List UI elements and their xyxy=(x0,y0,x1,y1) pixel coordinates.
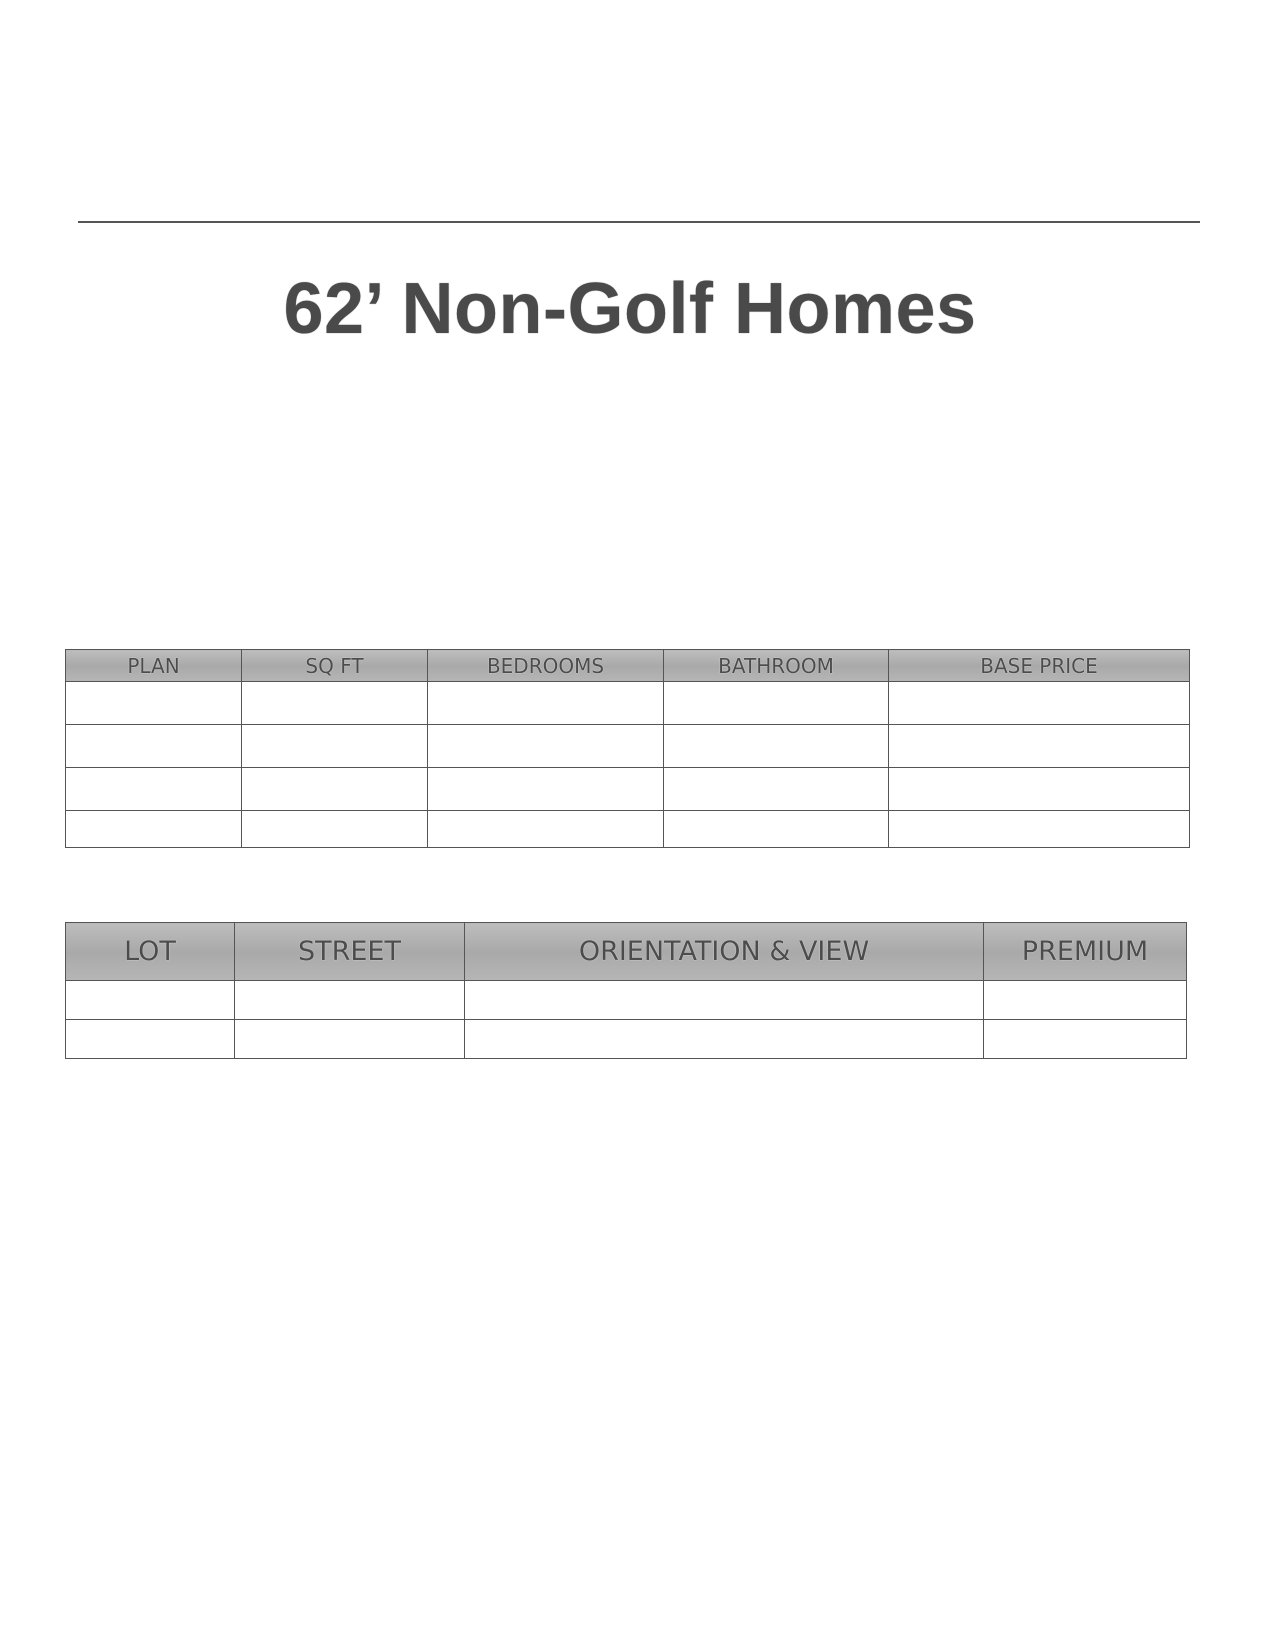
table-row xyxy=(66,1020,1187,1059)
plans-table xyxy=(65,649,1190,848)
lots-header-row xyxy=(66,923,1187,981)
column-header-orientation-view: ORIENTATION & VIEW xyxy=(465,923,984,981)
column-header-sq-ft: SQ FT xyxy=(242,650,428,682)
table-cell xyxy=(465,981,984,1020)
table-cell xyxy=(66,981,235,1020)
table-row xyxy=(66,682,1190,725)
table-cell xyxy=(428,725,664,768)
table-cell xyxy=(428,682,664,725)
column-header-lot: LOT xyxy=(66,923,235,981)
table-cell xyxy=(66,768,242,811)
table-cell xyxy=(66,682,242,725)
table-cell xyxy=(664,725,889,768)
page-title: 62’ Non-Golf Homes xyxy=(283,269,977,349)
table-cell xyxy=(242,811,428,848)
table-row xyxy=(66,725,1190,768)
table-cell xyxy=(889,682,1190,725)
table-cell xyxy=(889,811,1190,848)
table-cell xyxy=(428,768,664,811)
table-cell xyxy=(984,981,1187,1020)
table-cell xyxy=(984,1020,1187,1059)
header-rule xyxy=(78,221,1200,223)
table-cell xyxy=(66,1020,235,1059)
table-row xyxy=(66,768,1190,811)
table-cell xyxy=(889,725,1190,768)
column-header-plan: PLAN xyxy=(66,650,242,682)
column-header-bathroom: BATHROOM xyxy=(664,650,889,682)
table-cell xyxy=(428,811,664,848)
table-cell xyxy=(66,725,242,768)
table-cell xyxy=(664,682,889,725)
table-cell xyxy=(235,981,465,1020)
table-cell xyxy=(664,768,889,811)
table-cell xyxy=(664,811,889,848)
table-row xyxy=(66,811,1190,848)
plans-header-row xyxy=(66,650,1190,682)
column-header-base-price: BASE PRICE xyxy=(889,650,1190,682)
table-cell xyxy=(66,811,242,848)
table-cell xyxy=(235,1020,465,1059)
table-cell xyxy=(242,725,428,768)
table-cell xyxy=(242,768,428,811)
lots-table xyxy=(65,922,1187,1059)
table-cell xyxy=(889,768,1190,811)
table-cell xyxy=(242,682,428,725)
column-header-bedrooms: BEDROOMS xyxy=(428,650,664,682)
column-header-street: STREET xyxy=(235,923,465,981)
table-cell xyxy=(465,1020,984,1059)
column-header-premium: PREMIUM xyxy=(984,923,1187,981)
table-row xyxy=(66,981,1187,1020)
